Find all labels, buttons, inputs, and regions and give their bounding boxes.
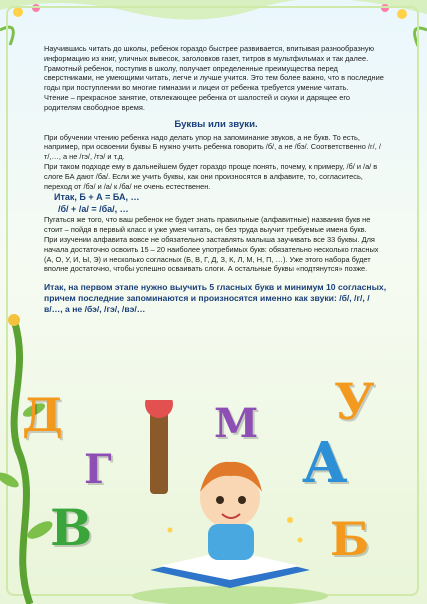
article-text: [44, 44, 388, 315]
letter-u: У: [334, 372, 375, 431]
letter-a: А: [302, 430, 348, 496]
letter-d: Д: [22, 388, 63, 442]
section-paragraph-4: При изучении алфавита вовсе не обязательно заставлять малыша заучивать все 33 буквы. Для начала достаточно освоить 15 – 20 наиболее употребимых букв: обязательно несколько гласных (А, О, У, И, Ы, Э) и несколько согласных (Б, В, Г, Д, З, К, Л, М, Н, П, …). Уже этого набора будет вполне достаточно, чтобы успешно осваивать слоги. А остальные буквы «подтянутся» позже.: [44, 234, 379, 274]
section-paragraph-3: Пугаться же того, что ваш ребенок не будет знать правильные (алфавитные) названия букв не стоит – пойдя в первый класс и уже умея читать, он без труда выучит требуемые имена букв.: [44, 215, 371, 235]
conclusion-text: Итак, на первом этапе нужно выучить 5 гласных букв и минимум 10 согласных, причем последние запоминаются и произносятся именно как звуки: /б/, /г/, /в/…, а не /бэ/, /гэ/, /вэ/…: [44, 282, 387, 315]
section-paragraph-1: При обучении чтению ребенка надо делать упор на запоминание звуков, а не букв. То есть, например, при освоении буквы Б нужно учить ребенка говорить /б/, а не /бэ/. Соответственно /г/, /т/,…, а не /гэ/, /тэ/ и т.д.: [44, 132, 381, 162]
letter-m: М: [214, 400, 259, 447]
letter-v: В: [50, 498, 93, 557]
intro-paragraph-3: Чтение – прекрасное занятие, отвлекающее ребенка от шалостей и скуки и дарящее его родителям свободное время.: [44, 92, 350, 112]
vine-decoration: [0, 300, 60, 604]
letter-g: Г: [84, 446, 112, 493]
formula-sounds: /б/ + /а/ = /ба/, …: [58, 204, 129, 215]
formula-letters: Итак, Б + А = БА, …: [54, 192, 140, 203]
section-paragraph-2: При таком подходе ему в дальнейшем будет гораздо проще понять, почему, к примеру, /б/ и /а/ в слоге БА дают /ба/. Если же учить буквы, как они произносятся в алфавите, то, согласитесь, переход от /бэ/ и /а/ к /ба/ не очень естественен.: [44, 161, 378, 191]
letter-b: Б: [330, 512, 370, 566]
section-heading: Буквы или звуки.: [174, 118, 258, 130]
intro-paragraph-2: Грамотный ребенок, поступив в школу, получает определенные преимущества перед сверстниками, не умеющими читать, легче и лучше учится. Это тем более важно, что в последние годы при поступлении во многие гимназии и лицеи от ребенка требуется умение читать.: [44, 63, 384, 93]
intro-paragraph-1: Научившись читать до школы, ребенок гораздо быстрее развивается, впитывая разнообразную информацию из книг, уличных вывесок, заголовков газет, титров в мультфильмах и так далее.: [44, 44, 375, 63]
